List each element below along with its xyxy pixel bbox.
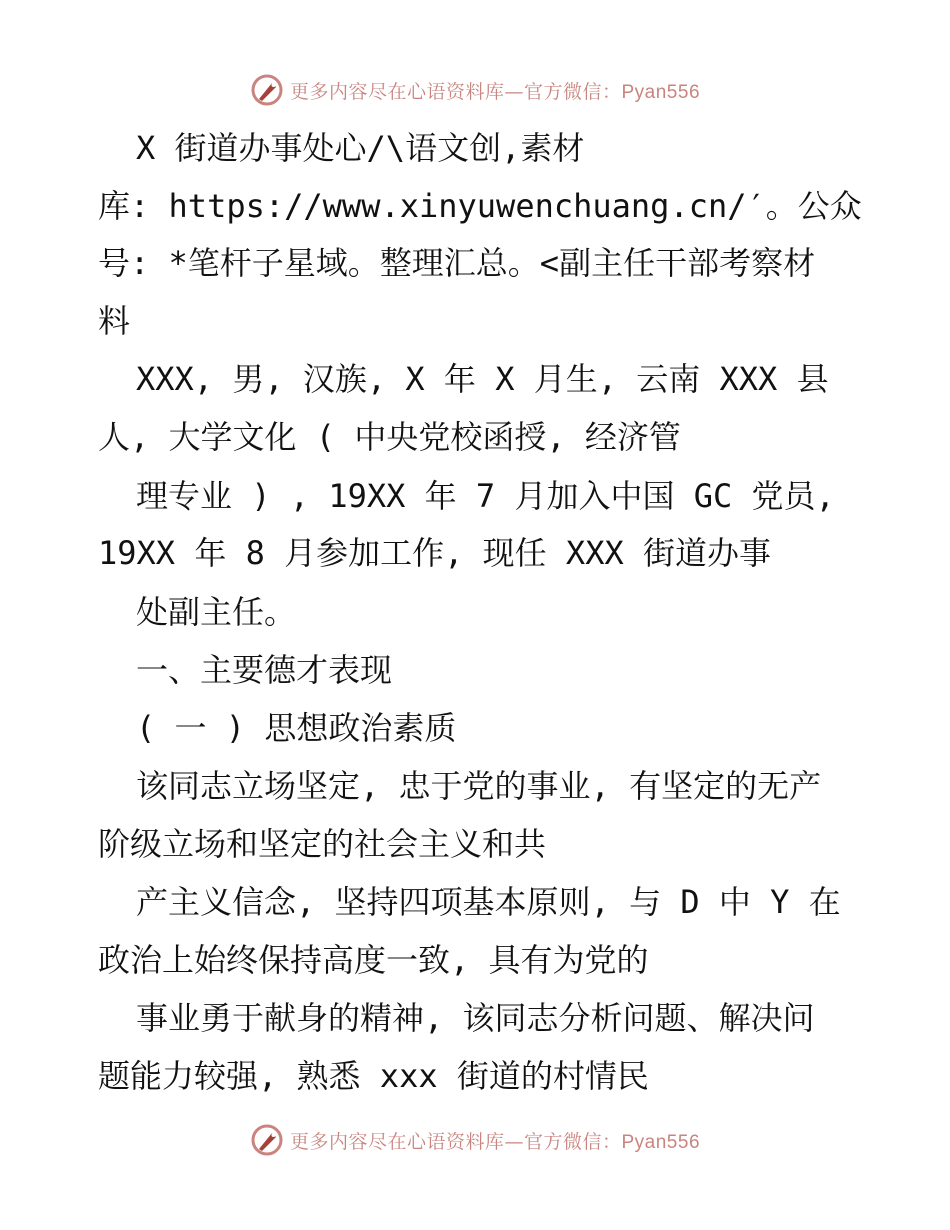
watermark-text: 更多内容尽在心语资料库—官方微信：Pyan556 (289, 80, 701, 103)
text-line: 料 (98, 302, 131, 340)
text-line: X 街道办事处心/\语文创,素材 (136, 129, 585, 167)
text-line: 理专业 ) , 19XX 年 7 月加入中国 GC 党员, (136, 477, 835, 515)
text-line: 题能力较强, 熟悉 xxx 街道的村情民 (98, 1057, 649, 1095)
watermark-text: 更多内容尽在心语资料库—官方微信：Pyan556 (289, 1130, 701, 1153)
text-line: 政治上始终保持高度一致, 具有为党的 (98, 941, 649, 979)
text-line: 事业勇于献身的精神, 该同志分析问题、解决问 (136, 999, 815, 1037)
text-line: 号: *笔杆子星域。整理汇总。<副主任干部考察材 (98, 244, 816, 282)
footer-watermark-banner (0, 1120, 950, 1160)
text-line: 产主义信念, 坚持四项基本原则, 与 D 中 Y 在 (136, 883, 841, 921)
text-line: 19XX 年 8 月参加工作, 现任 XXX 街道办事 (98, 534, 771, 572)
pen-nib-logo-icon (250, 73, 284, 107)
text-line: 处副主任。 (136, 593, 297, 631)
text-line: 人, 大学文化 ( 中央党校函授, 经济管 (98, 418, 681, 456)
text-line: 库: https://www.xinyuwenchuang.cn/′。公众 (98, 187, 862, 225)
wechat-id: Pyan556 (621, 1131, 701, 1153)
text-line: 该同志立场坚定, 忠于党的事业, 有坚定的无产 (136, 767, 822, 805)
section-heading: 一、主要德才表现 (136, 651, 393, 689)
text-line: 阶级立场和坚定的社会主义和共 (98, 825, 547, 863)
header-watermark-banner (0, 70, 950, 110)
text-line: XXX, 男, 汉族, X 年 X 月生, 云南 XXX 县 (136, 360, 829, 398)
pen-nib-logo-icon (250, 1123, 284, 1157)
subsection-heading: ( 一 ) 思想政治素质 (136, 709, 457, 747)
wechat-id: Pyan556 (621, 81, 701, 103)
